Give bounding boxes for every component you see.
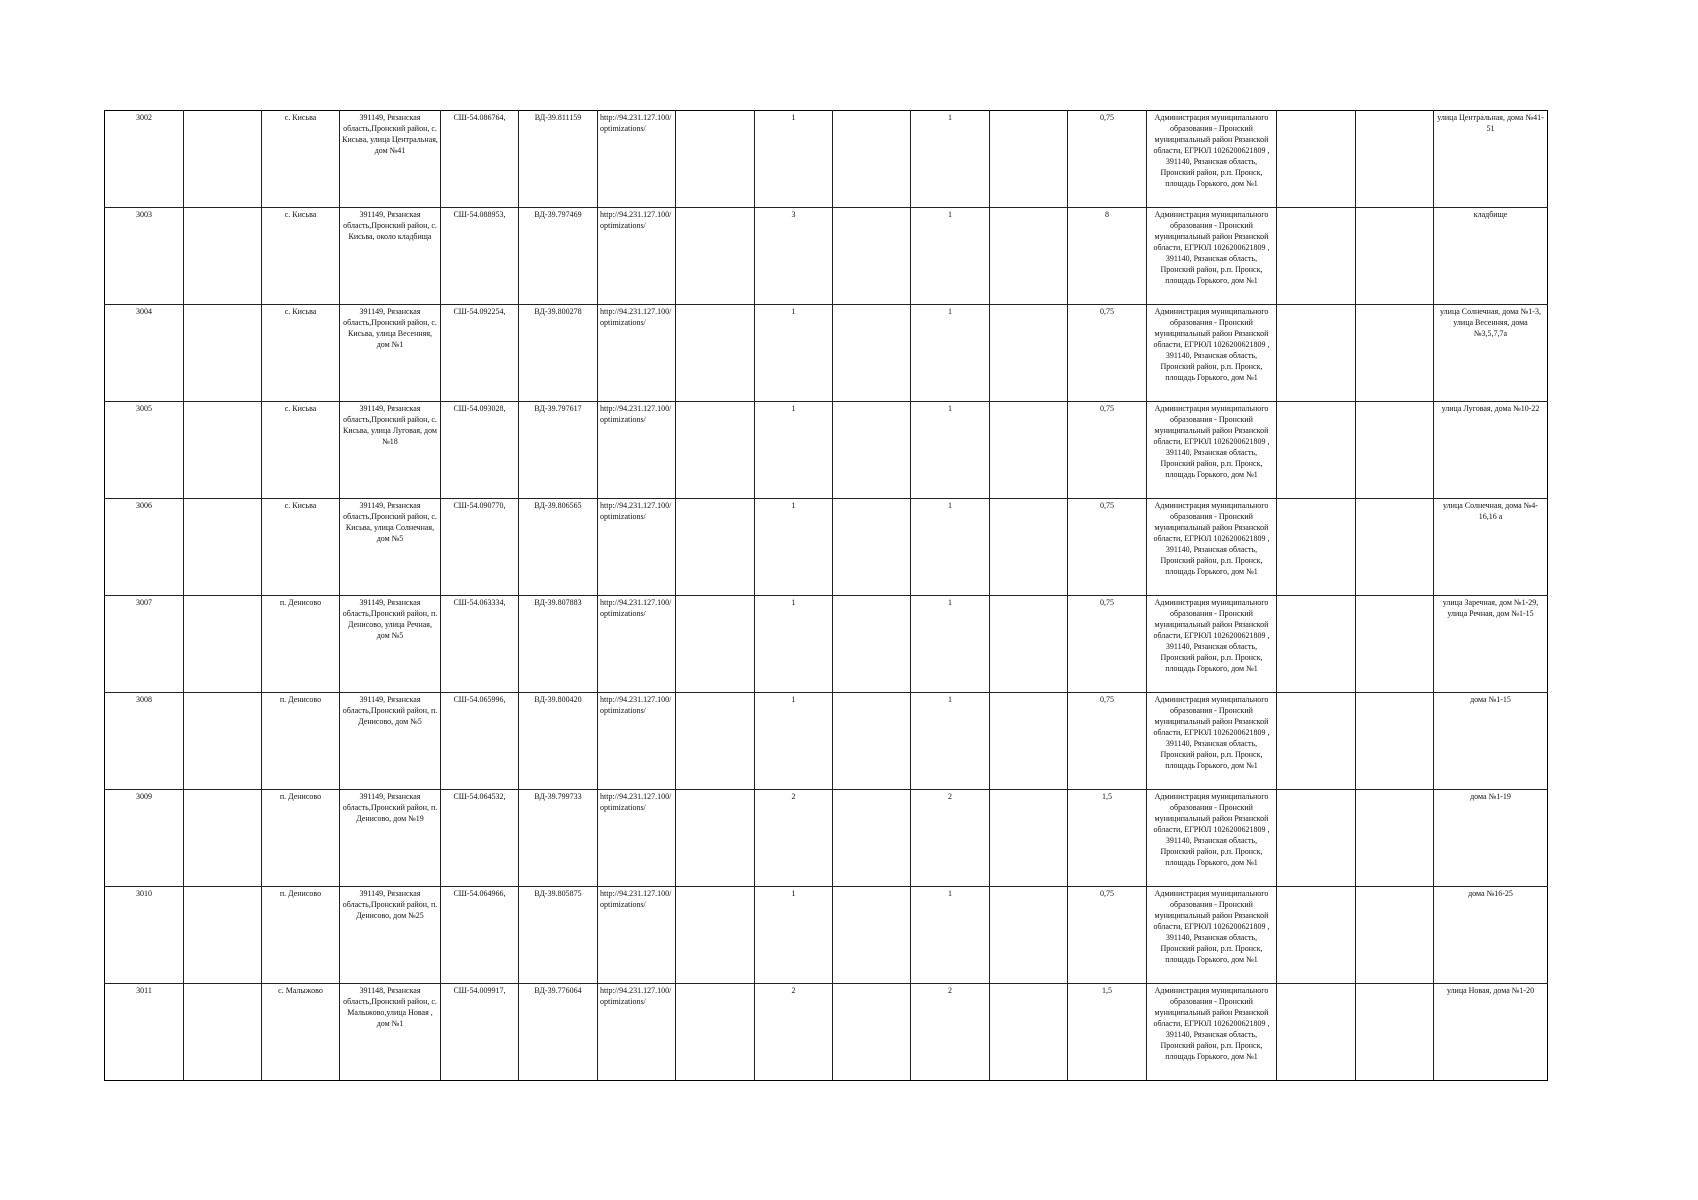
cell-empty — [833, 596, 911, 693]
cell-value-2: 1 — [911, 596, 990, 693]
cell-value-2: 1 — [911, 111, 990, 208]
cell-value-2: 1 — [911, 693, 990, 790]
cell-empty — [1356, 305, 1434, 402]
cell-locality: с. Кисьва — [262, 305, 340, 402]
cell-served-objects: кладбище — [1434, 208, 1548, 305]
cell-empty — [676, 596, 755, 693]
cell-empty — [676, 693, 755, 790]
cell-empty — [990, 790, 1068, 887]
cell-value-2: 1 — [911, 402, 990, 499]
cell-value-2: 1 — [911, 887, 990, 984]
cell-value-1: 1 — [755, 402, 833, 499]
cell-served-objects: улица Новая, дома №1-20 — [1434, 984, 1548, 1081]
cell-empty — [833, 402, 911, 499]
cell-empty — [1356, 693, 1434, 790]
cell-locality: с. Кисьва — [262, 111, 340, 208]
table-row — [105, 984, 1548, 1081]
cell-value-2: 1 — [911, 499, 990, 596]
cell-link: http://94.231.127.100/optimizations/ — [598, 693, 676, 790]
cell-owner: Администрация муниципального образования - Пронский муниципальный район Рязанской области, ЕГРЮЛ 1026200621809 , 391140, Рязанская область, Пронский район, р.п. Пронск, площадь Горького, дом №1 — [1147, 499, 1277, 596]
cell-latitude: СШ-54.065996, — [441, 693, 519, 790]
table-row — [105, 596, 1548, 693]
registry-table — [104, 110, 1548, 1081]
cell-latitude: СШ-54.092254, — [441, 305, 519, 402]
table-row — [105, 305, 1548, 402]
cell-record-number: 3011 — [105, 984, 184, 1081]
cell-empty — [833, 208, 911, 305]
cell-owner: Администрация муниципального образования - Пронский муниципальный район Рязанской области, ЕГРЮЛ 1026200621809 , 391140, Рязанская область, Пронский район, р.п. Пронск, площадь Горького, дом №1 — [1147, 208, 1277, 305]
cell-record-number: 3004 — [105, 305, 184, 402]
cell-area: 8 — [1068, 208, 1147, 305]
cell-area: 1,5 — [1068, 984, 1147, 1081]
cell-empty — [676, 887, 755, 984]
cell-owner: Администрация муниципального образования - Пронский муниципальный район Рязанской области, ЕГРЮЛ 1026200621809 , 391140, Рязанская область, Пронский район, р.п. Пронск, площадь Горького, дом №1 — [1147, 305, 1277, 402]
cell-served-objects: улица Луговая, дома №10-22 — [1434, 402, 1548, 499]
cell-empty — [676, 790, 755, 887]
cell-empty — [1356, 984, 1434, 1081]
cell-address: 391149, Рязанская область,Пронский район, с. Кисьва, улица Луговая, дом №18 — [340, 402, 441, 499]
cell-record-number: 3007 — [105, 596, 184, 693]
cell-latitude: СШ-54.064966, — [441, 887, 519, 984]
cell-value-1: 1 — [755, 305, 833, 402]
cell-address: 391149, Рязанская область,Пронский район, п. Денисово, дом №19 — [340, 790, 441, 887]
cell-empty — [833, 693, 911, 790]
cell-empty — [833, 790, 911, 887]
cell-link: http://94.231.127.100/optimizations/ — [598, 111, 676, 208]
cell-longitude: ВД-39.797469 — [519, 208, 598, 305]
table-row — [105, 887, 1548, 984]
cell-address: 391148, Рязанская область,Пронский район, с. Малыжово,улица Новая , дом №1 — [340, 984, 441, 1081]
cell-empty — [1277, 596, 1356, 693]
cell-served-objects: дома №1-15 — [1434, 693, 1548, 790]
cell-value-1: 2 — [755, 984, 833, 1081]
cell-value-2: 1 — [911, 305, 990, 402]
cell-empty — [990, 305, 1068, 402]
cell-empty — [184, 305, 262, 402]
cell-link: http://94.231.127.100/optimizations/ — [598, 305, 676, 402]
cell-empty — [990, 596, 1068, 693]
cell-latitude: СШ-54.093028, — [441, 402, 519, 499]
cell-link: http://94.231.127.100/optimizations/ — [598, 499, 676, 596]
cell-link: http://94.231.127.100/optimizations/ — [598, 208, 676, 305]
cell-latitude: СШ-54.009917, — [441, 984, 519, 1081]
cell-empty — [1277, 693, 1356, 790]
cell-empty — [1356, 499, 1434, 596]
cell-empty — [990, 402, 1068, 499]
cell-area: 0,75 — [1068, 305, 1147, 402]
cell-link: http://94.231.127.100/optimizations/ — [598, 596, 676, 693]
cell-empty — [676, 111, 755, 208]
cell-served-objects: улица Центральная, дома №41-51 — [1434, 111, 1548, 208]
cell-locality: п. Денисово — [262, 887, 340, 984]
cell-empty — [833, 984, 911, 1081]
cell-address: 391149, Рязанская область,Пронский район, с. Кисьва, улица Центральная, дом №41 — [340, 111, 441, 208]
cell-locality: п. Денисово — [262, 596, 340, 693]
cell-served-objects: улица Солнечная, дома №1-3, улица Весенняя, дома №3,5,7,7а — [1434, 305, 1548, 402]
cell-value-2: 2 — [911, 984, 990, 1081]
cell-address: 391149, Рязанская область,Пронский район, п. Денисово, улица Речная, дом №5 — [340, 596, 441, 693]
cell-value-2: 2 — [911, 790, 990, 887]
cell-area: 1,5 — [1068, 790, 1147, 887]
cell-value-1: 1 — [755, 596, 833, 693]
cell-longitude: ВД-39.799733 — [519, 790, 598, 887]
cell-longitude: ВД-39.800420 — [519, 693, 598, 790]
cell-empty — [676, 499, 755, 596]
cell-record-number: 3003 — [105, 208, 184, 305]
cell-longitude: ВД-39.797617 — [519, 402, 598, 499]
cell-record-number: 3002 — [105, 111, 184, 208]
cell-empty — [833, 887, 911, 984]
cell-locality: п. Денисово — [262, 790, 340, 887]
cell-value-1: 1 — [755, 887, 833, 984]
cell-empty — [990, 499, 1068, 596]
cell-empty — [1277, 305, 1356, 402]
cell-empty — [990, 984, 1068, 1081]
cell-link: http://94.231.127.100/optimizations/ — [598, 887, 676, 984]
cell-latitude: СШ-54.088953, — [441, 208, 519, 305]
cell-empty — [1277, 111, 1356, 208]
cell-served-objects: дома №16-25 — [1434, 887, 1548, 984]
table-row — [105, 693, 1548, 790]
cell-address: 391149, Рязанская область,Пронский район, п. Денисово, дом №5 — [340, 693, 441, 790]
cell-empty — [184, 790, 262, 887]
cell-empty — [990, 111, 1068, 208]
cell-locality: п. Денисово — [262, 693, 340, 790]
cell-address: 391149, Рязанская область,Пронский район, с. Кисьва, улица Весенняя, дом №1 — [340, 305, 441, 402]
cell-address: 391149, Рязанская область,Пронский район, с. Кисьва, около кладбища — [340, 208, 441, 305]
cell-area: 0,75 — [1068, 111, 1147, 208]
cell-empty — [990, 208, 1068, 305]
cell-served-objects: улица Солнечная, дома №4-16,16 а — [1434, 499, 1548, 596]
cell-longitude: ВД-39.800278 — [519, 305, 598, 402]
cell-empty — [1277, 208, 1356, 305]
cell-locality: с. Кисьва — [262, 402, 340, 499]
table-row — [105, 402, 1548, 499]
cell-latitude: СШ-54.086764, — [441, 111, 519, 208]
cell-longitude: ВД-39.805875 — [519, 887, 598, 984]
cell-empty — [833, 305, 911, 402]
cell-empty — [676, 305, 755, 402]
cell-empty — [184, 111, 262, 208]
cell-link: http://94.231.127.100/optimizations/ — [598, 402, 676, 499]
cell-address: 391149, Рязанская область,Пронский район, п. Денисово, дом №25 — [340, 887, 441, 984]
cell-link: http://94.231.127.100/optimizations/ — [598, 790, 676, 887]
cell-empty — [676, 208, 755, 305]
cell-owner: Администрация муниципального образования - Пронский муниципальный район Рязанской области, ЕГРЮЛ 1026200621809 , 391140, Рязанская область, Пронский район, р.п. Пронск, площадь Горького, дом №1 — [1147, 887, 1277, 984]
cell-record-number: 3006 — [105, 499, 184, 596]
cell-longitude: ВД-39.811159 — [519, 111, 598, 208]
cell-owner: Администрация муниципального образования - Пронский муниципальный район Рязанской области, ЕГРЮЛ 1026200621809 , 391140, Рязанская область, Пронский район, р.п. Пронск, площадь Горького, дом №1 — [1147, 402, 1277, 499]
cell-empty — [990, 887, 1068, 984]
cell-latitude: СШ-54.063334, — [441, 596, 519, 693]
cell-owner: Администрация муниципального образования - Пронский муниципальный район Рязанской области, ЕГРЮЛ 1026200621809 , 391140, Рязанская область, Пронский район, р.п. Пронск, площадь Горького, дом №1 — [1147, 693, 1277, 790]
cell-latitude: СШ-54.064532, — [441, 790, 519, 887]
cell-served-objects: дома №1-19 — [1434, 790, 1548, 887]
cell-empty — [184, 984, 262, 1081]
cell-empty — [676, 402, 755, 499]
cell-area: 0,75 — [1068, 887, 1147, 984]
cell-empty — [990, 693, 1068, 790]
table-row — [105, 790, 1548, 887]
cell-owner: Администрация муниципального образования - Пронский муниципальный район Рязанской области, ЕГРЮЛ 1026200621809 , 391140, Рязанская область, Пронский район, р.п. Пронск, площадь Горького, дом №1 — [1147, 790, 1277, 887]
cell-empty — [833, 499, 911, 596]
table-row — [105, 111, 1548, 208]
cell-empty — [1356, 402, 1434, 499]
cell-owner: Администрация муниципального образования - Пронский муниципальный район Рязанской области, ЕГРЮЛ 1026200621809 , 391140, Рязанская область, Пронский район, р.п. Пронск, площадь Горького, дом №1 — [1147, 111, 1277, 208]
cell-empty — [184, 402, 262, 499]
cell-locality: с. Малыжово — [262, 984, 340, 1081]
cell-served-objects: улица Заречная, дом №1-29, улица Речная, дом №1-15 — [1434, 596, 1548, 693]
cell-longitude: ВД-39.806565 — [519, 499, 598, 596]
table-row — [105, 208, 1548, 305]
cell-owner: Администрация муниципального образования - Пронский муниципальный район Рязанской области, ЕГРЮЛ 1026200621809 , 391140, Рязанская область, Пронский район, р.п. Пронск, площадь Горького, дом №1 — [1147, 596, 1277, 693]
cell-empty — [1356, 790, 1434, 887]
cell-empty — [1277, 499, 1356, 596]
cell-record-number: 3010 — [105, 887, 184, 984]
cell-longitude: ВД-39.807883 — [519, 596, 598, 693]
cell-empty — [1277, 790, 1356, 887]
table-body — [105, 111, 1548, 1081]
cell-record-number: 3005 — [105, 402, 184, 499]
cell-locality: с. Кисьва — [262, 499, 340, 596]
cell-latitude: СШ-54.090770, — [441, 499, 519, 596]
cell-address: 391149, Рязанская область,Пронский район, с. Кисьва, улица Солнечная, дом №5 — [340, 499, 441, 596]
cell-empty — [184, 887, 262, 984]
cell-owner: Администрация муниципального образования - Пронский муниципальный район Рязанской области, ЕГРЮЛ 1026200621809 , 391140, Рязанская область, Пронский район, р.п. Пронск, площадь Горького, дом №1 — [1147, 984, 1277, 1081]
cell-record-number: 3009 — [105, 790, 184, 887]
cell-value-1: 1 — [755, 499, 833, 596]
cell-empty — [184, 693, 262, 790]
cell-value-1: 2 — [755, 790, 833, 887]
cell-empty — [1356, 596, 1434, 693]
cell-empty — [1356, 208, 1434, 305]
cell-empty — [184, 208, 262, 305]
cell-area: 0,75 — [1068, 402, 1147, 499]
cell-value-1: 1 — [755, 693, 833, 790]
cell-area: 0,75 — [1068, 499, 1147, 596]
cell-empty — [184, 596, 262, 693]
cell-value-2: 1 — [911, 208, 990, 305]
cell-empty — [833, 111, 911, 208]
cell-area: 0,75 — [1068, 693, 1147, 790]
cell-area: 0,75 — [1068, 596, 1147, 693]
table-row — [105, 499, 1548, 596]
cell-empty — [1277, 887, 1356, 984]
cell-empty — [676, 984, 755, 1081]
cell-empty — [1356, 887, 1434, 984]
cell-empty — [1277, 402, 1356, 499]
cell-locality: с. Кисьва — [262, 208, 340, 305]
cell-empty — [1277, 984, 1356, 1081]
cell-empty — [1356, 111, 1434, 208]
cell-value-1: 1 — [755, 111, 833, 208]
cell-record-number: 3008 — [105, 693, 184, 790]
cell-longitude: ВД-39.776064 — [519, 984, 598, 1081]
cell-link: http://94.231.127.100/optimizations/ — [598, 984, 676, 1081]
cell-empty — [184, 499, 262, 596]
cell-value-1: 3 — [755, 208, 833, 305]
